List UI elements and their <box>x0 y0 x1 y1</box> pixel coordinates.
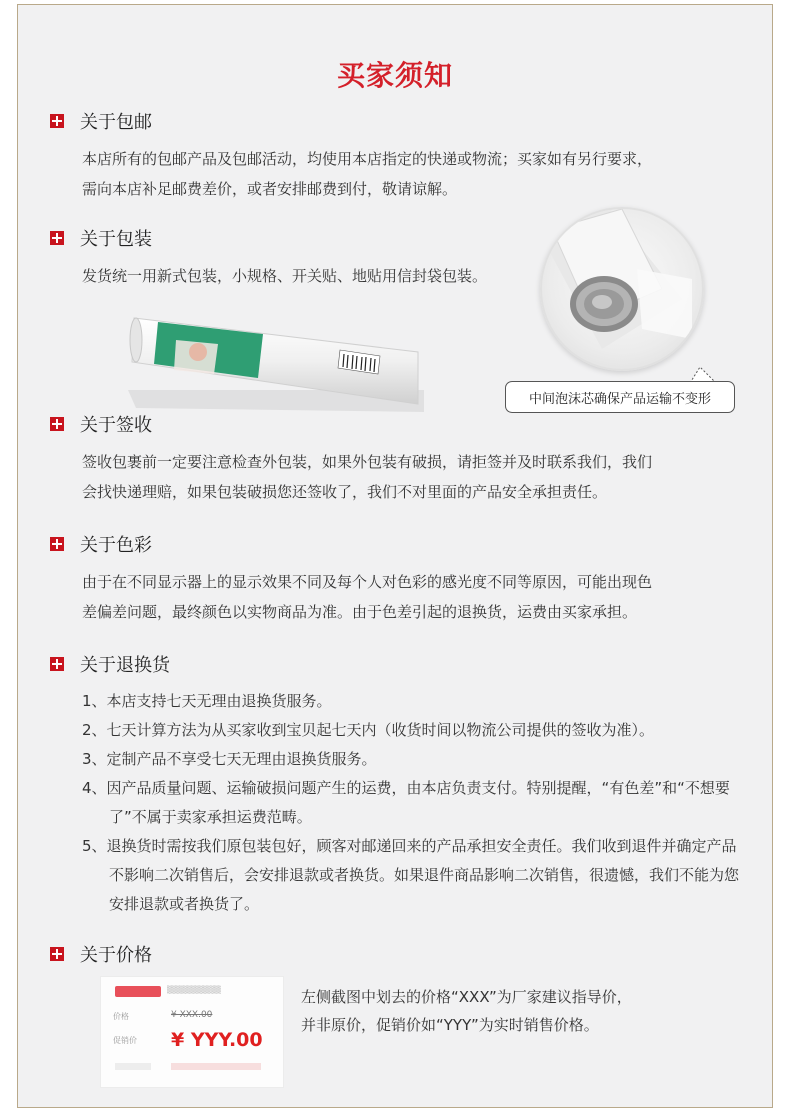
text-line: 发货统一用新式包装，小规格、开关贴、地贴用信封袋包装。 <box>82 267 488 285</box>
page-title: 买家须知 <box>336 59 453 92</box>
original-price: ¥ XXX.00 <box>171 1010 213 1020</box>
foam-core-callout: 中间泡沫芯确保产品运输不变形 <box>505 381 735 413</box>
text-line: 本店所有的包邮产品及包邮活动，均使用本店指定的快递或物流；买家如有另行要求， <box>82 150 653 168</box>
promo-price: ¥ YYY.00 <box>171 1029 263 1051</box>
red-plus-icon <box>50 114 64 128</box>
red-plus-icon <box>50 417 64 431</box>
section-header-color <box>50 532 152 556</box>
section-text-packaging <box>82 261 487 291</box>
text-line: 会找快递理赔，如果包装破损您还签收了，我们不对里面的产品安全承担责任。 <box>82 483 608 501</box>
section-text-price <box>301 983 632 1039</box>
section-header-shipping <box>50 109 152 133</box>
packaging-tube-image <box>128 312 424 422</box>
section-text-receipt <box>82 447 652 507</box>
section-text-shipping <box>82 144 652 204</box>
red-plus-icon <box>50 947 64 961</box>
section-text-color <box>82 567 652 627</box>
price-example-screenshot <box>100 976 284 1088</box>
promo-price-label: 促销价 <box>113 1036 137 1045</box>
blurred-row <box>171 1063 261 1070</box>
section-title-price: 关于价格 <box>80 945 152 966</box>
section-header-receipt <box>50 412 152 436</box>
red-plus-icon <box>50 231 64 245</box>
section-header-packaging <box>50 226 152 250</box>
section-title-receipt: 关于签收 <box>80 415 152 436</box>
section-title-returns: 关于退换货 <box>80 655 170 676</box>
returns-list <box>82 687 742 919</box>
text-line: 并非原价，促销价如“YYY”为实时销售价格。 <box>301 1016 599 1034</box>
red-plus-icon <box>50 657 64 671</box>
foam-core-image <box>540 207 704 371</box>
text-line: 左侧截图中划去的价格“XXX”为厂家建议指导价， <box>301 988 632 1006</box>
promo-tag <box>115 986 161 997</box>
section-title-shipping: 关于包邮 <box>80 112 152 133</box>
list-item: 5、退换货时需按我们原包装包好，顾客对邮递回来的产品承担安全责任。我们收到退件并确定产品不影响二次销售后，会安排退款或者换货。如果退件商品影响二次销售，很遗憾，我们不能为您安排退款或者换货了。 <box>82 837 740 913</box>
list-item: 1、本店支持七天无理由退换货服务。 <box>82 692 332 710</box>
list-item: 3、定制产品不享受七天无理由退换货服务。 <box>82 750 377 768</box>
section-header-price <box>50 942 152 966</box>
section-title-packaging: 关于包装 <box>80 229 152 250</box>
blurred-caption: ▒▒▒▒▒▒▒▒▒▒ <box>167 986 221 994</box>
text-line: 由于在不同显示器上的显示效果不同及每个人对色彩的感光度不同等原因，可能出现色 <box>82 573 653 591</box>
section-title-color: 关于色彩 <box>80 535 152 556</box>
list-item: 4、因产品质量问题、运输破损问题产生的运费，由本店负责支付。特别提醒，“有色差”和“不想要了”不属于卖家承担运费范畴。 <box>82 779 730 826</box>
red-plus-icon <box>50 537 64 551</box>
blurred-row <box>115 1063 151 1070</box>
text-line: 需向本店补足邮费差价，或者安排邮费到付，敬请谅解。 <box>82 180 458 198</box>
text-line: 签收包裹前一定要注意检查外包装，如果外包装有破损，请拒签并及时联系我们，我们 <box>82 453 653 471</box>
price-label: 价格 <box>113 1012 129 1021</box>
section-header-returns <box>50 652 170 676</box>
list-item: 2、七天计算方法为从买家收到宝贝起七天内（收货时间以物流公司提供的签收为准）。 <box>82 721 655 739</box>
text-line: 差偏差问题，最终颜色以实物商品为准。由于色差引起的退换货，运费由买家承担。 <box>82 603 638 621</box>
